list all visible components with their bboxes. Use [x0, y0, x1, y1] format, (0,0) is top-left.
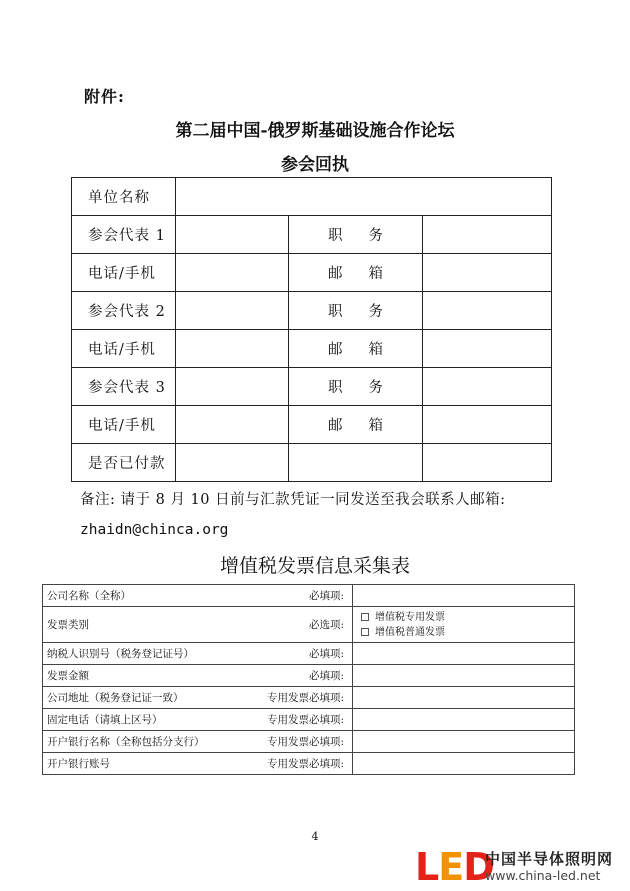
- watermark-url: www.china-led.net: [485, 868, 601, 883]
- invoice-amount-label: 发票金额: [47, 670, 89, 682]
- bank-name-field[interactable]: [353, 731, 575, 753]
- rep3-email-field[interactable]: [423, 406, 552, 444]
- invoice-table: [42, 584, 575, 775]
- table-row: [43, 585, 575, 607]
- rep3-position-field[interactable]: [423, 368, 552, 406]
- required-tag: 必填项:: [308, 648, 344, 660]
- invoice-label-cell: [43, 643, 353, 665]
- tax-id-field[interactable]: [353, 643, 575, 665]
- invoice-amount-field[interactable]: [353, 665, 575, 687]
- table-row: [72, 254, 552, 292]
- option-normal-invoice[interactable]: 增值税普通发票: [357, 625, 570, 640]
- rep1-field[interactable]: [176, 216, 289, 254]
- table-row: [72, 178, 552, 216]
- rep1-phone-field[interactable]: [176, 254, 289, 292]
- table-row: [43, 665, 575, 687]
- rep2-position-field[interactable]: [423, 292, 552, 330]
- paid-field[interactable]: [176, 444, 289, 482]
- rep2-email-field[interactable]: [423, 330, 552, 368]
- table-row: [72, 216, 552, 254]
- rep3-field[interactable]: [176, 368, 289, 406]
- position-label: 职 务: [289, 216, 423, 254]
- table-row: [43, 687, 575, 709]
- invoice-title: 增值税发票信息采集表: [219, 555, 410, 577]
- company-name-field[interactable]: [353, 585, 575, 607]
- paid-label: 是否已付款: [72, 444, 176, 482]
- contact-email: zhaidn@chinca.org: [80, 522, 229, 538]
- required-tag: 专用发票必填项:: [266, 692, 344, 704]
- bank-name-label: 开户银行名称（全称包括分支行）: [47, 736, 205, 748]
- checkbox-icon[interactable]: [361, 613, 369, 621]
- invoice-label-cell: [43, 665, 353, 687]
- bank-account-field[interactable]: [353, 753, 575, 775]
- required-tag: 专用发票必填项:: [266, 736, 344, 748]
- invoice-label-cell: [43, 709, 353, 731]
- phone-label: 电话/手机: [72, 330, 176, 368]
- invoice-type-options: [353, 607, 575, 643]
- rep2-field[interactable]: [176, 292, 289, 330]
- rep2-label: 参会代表 2: [72, 292, 176, 330]
- invoice-label-cell: [43, 585, 353, 607]
- table-row: [43, 731, 575, 753]
- position-label: 职 务: [289, 368, 423, 406]
- tax-id-label: 纳税人识别号（税务登记证号）: [47, 648, 194, 660]
- phone-label: 电话/手机: [72, 406, 176, 444]
- phone-label: 电话/手机: [72, 254, 176, 292]
- table-row: [72, 444, 552, 482]
- table-row: [72, 330, 552, 368]
- rep1-email-field[interactable]: [423, 254, 552, 292]
- forum-title: 第二届中国-俄罗斯基础设施合作论坛: [175, 121, 455, 141]
- company-name-label: 公司名称（全称）: [47, 590, 131, 602]
- rep1-position-field[interactable]: [423, 216, 552, 254]
- rep3-phone-field[interactable]: [176, 406, 289, 444]
- required-tag: 专用发票必填项:: [266, 758, 344, 770]
- watermark: [415, 846, 630, 888]
- paid-extra-field[interactable]: [289, 444, 423, 482]
- rep3-label: 参会代表 3: [72, 368, 176, 406]
- invoice-label-cell: [43, 687, 353, 709]
- required-tag: 必选项:: [308, 619, 344, 631]
- table-row: [72, 292, 552, 330]
- email-label: 邮 箱: [289, 406, 423, 444]
- table-row: [43, 753, 575, 775]
- landline-field[interactable]: [353, 709, 575, 731]
- unit-name-label: 单位名称: [72, 178, 176, 216]
- unit-name-field[interactable]: [176, 178, 552, 216]
- led-logo: LED: [415, 845, 494, 889]
- rep1-label: 参会代表 1: [72, 216, 176, 254]
- invoice-type-label: 发票类别: [47, 619, 89, 631]
- rep2-phone-field[interactable]: [176, 330, 289, 368]
- invoice-label-cell: [43, 731, 353, 753]
- landline-label: 固定电话（请填上区号）: [47, 714, 163, 726]
- company-address-field[interactable]: [353, 687, 575, 709]
- required-tag: 必填项:: [308, 590, 344, 602]
- bank-account-label: 开户银行账号: [47, 758, 110, 770]
- option-special-invoice[interactable]: 增值税专用发票: [357, 610, 570, 625]
- table-row: [72, 368, 552, 406]
- invoice-label-cell: [43, 753, 353, 775]
- table-row: [43, 643, 575, 665]
- registration-table: [71, 177, 552, 482]
- position-label: 职 务: [289, 292, 423, 330]
- form-title: 参会回执: [281, 155, 349, 175]
- table-row: [43, 607, 575, 643]
- page-number: 4: [311, 830, 319, 843]
- invoice-label-cell: [43, 607, 353, 643]
- paid-extra-field-2[interactable]: [423, 444, 552, 482]
- table-row: [72, 406, 552, 444]
- note-text: 备注: 请于 8 月 10 日前与汇款凭证一同发送至我会联系人邮箱:: [80, 492, 506, 508]
- email-label: 邮 箱: [289, 254, 423, 292]
- required-tag: 专用发票必填项:: [266, 714, 344, 726]
- required-tag: 必填项:: [308, 670, 344, 682]
- attachment-label: 附件:: [84, 87, 125, 106]
- email-label: 邮 箱: [289, 330, 423, 368]
- table-row: [43, 709, 575, 731]
- company-address-label: 公司地址（税务登记证一致）: [47, 692, 184, 704]
- watermark-site-name: 中国半导体照明网: [485, 850, 614, 868]
- checkbox-icon[interactable]: [361, 628, 369, 636]
